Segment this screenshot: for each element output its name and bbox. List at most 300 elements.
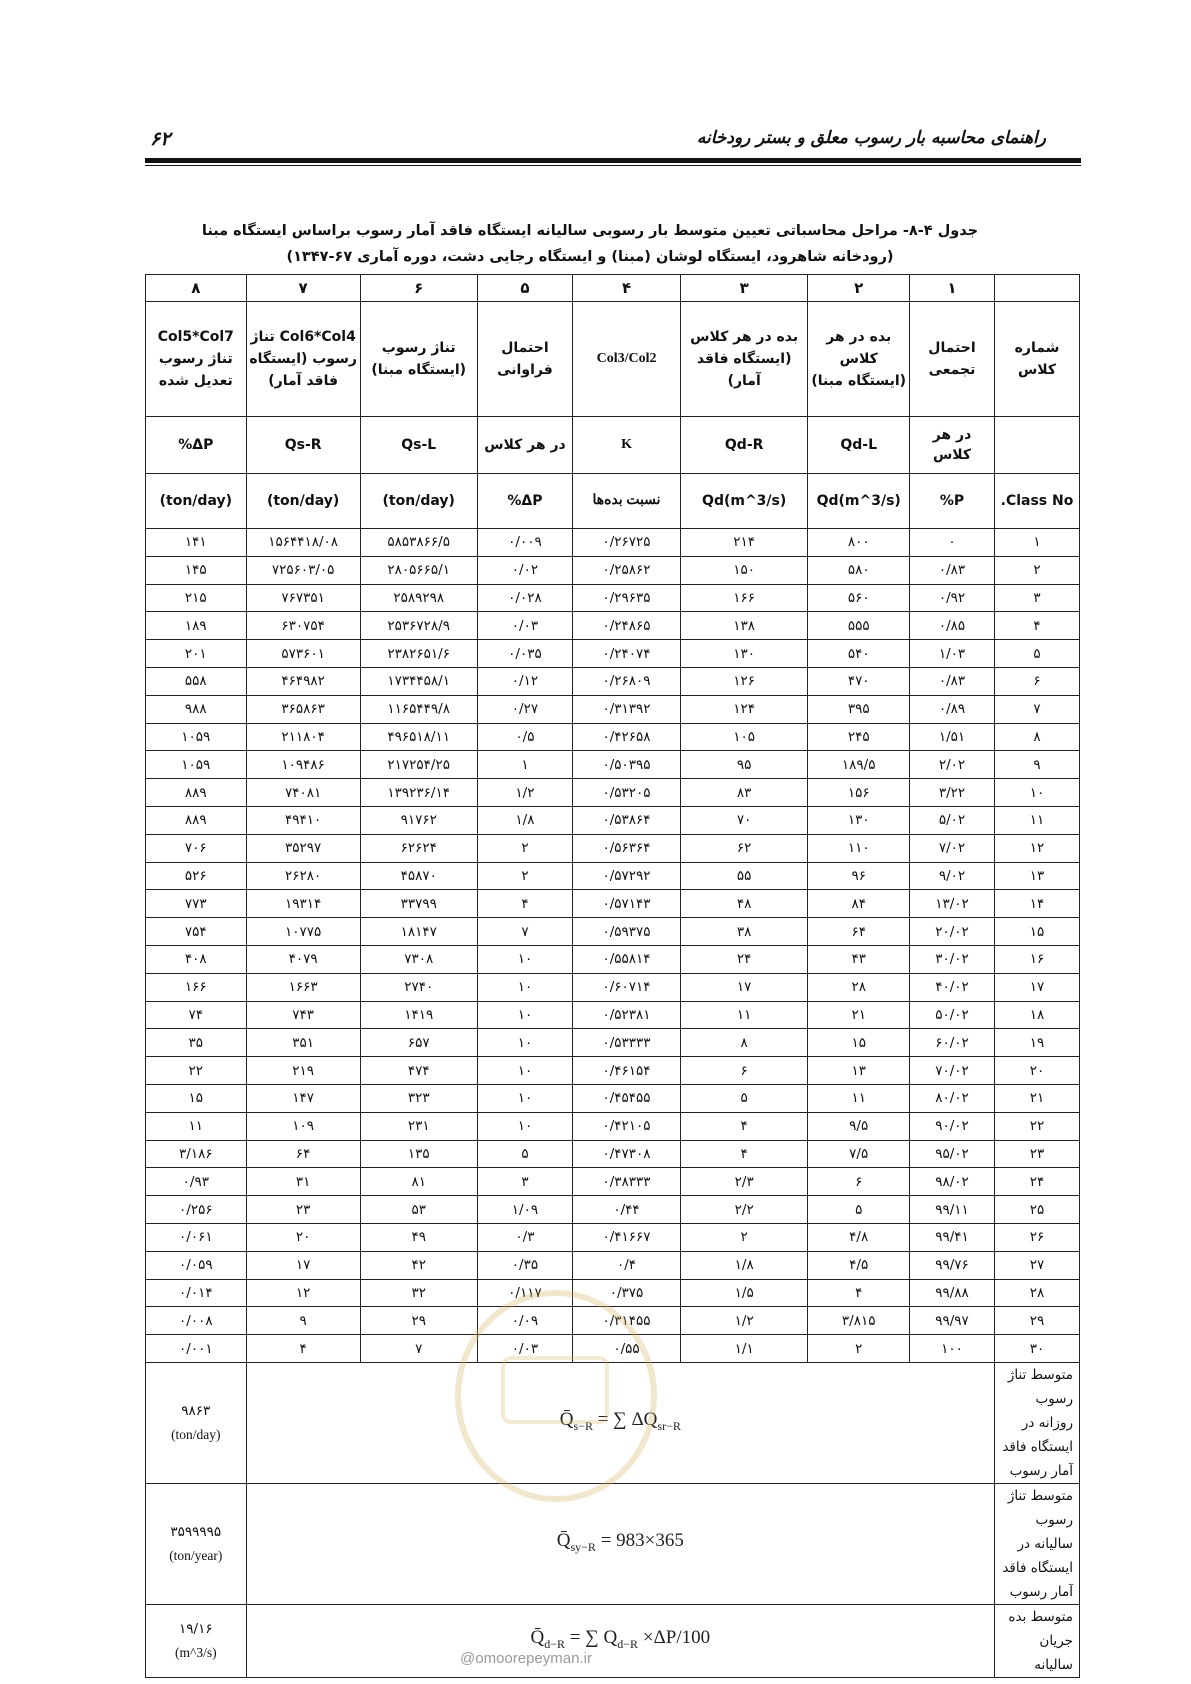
- table-row-cell: ۵: [808, 1196, 910, 1224]
- table-row-cell: ۴: [808, 1279, 910, 1307]
- table-row-cell: ۷۵۴: [146, 918, 247, 946]
- table-row-cell: ۹۹/۹۷: [910, 1307, 995, 1335]
- table-row-cell: ۷۷۳: [146, 890, 247, 918]
- table-row-cell: ۰/۰۳۵: [477, 640, 572, 668]
- table-row-cell: ۱۱: [808, 1084, 910, 1112]
- summary-label: متوسط تناژ رسوب سالیانه در ایستگاه فاقد آمار رسوب: [995, 1483, 1080, 1604]
- header-row-symbols-cell: ΔP%: [146, 417, 247, 474]
- header-row-titles-cell: احتمال فراوانی: [477, 302, 572, 417]
- table-row-cell: ۶۲: [680, 834, 808, 862]
- header-row-titles-cell: احتمال تجمعی: [910, 302, 995, 417]
- caption-line-2: (رودخانه شاهرود، ایستگاه لوشان (مبنا) و ایستگاه رجایی دشت، دوره آماری ۶۷-۱۳۴۷): [286, 249, 894, 265]
- summary-row: [146, 1483, 1080, 1604]
- table-row-cell: ۰/۰۹: [477, 1307, 572, 1335]
- table-row-cell: ۸۸۹: [146, 806, 247, 834]
- table-row-cell: ۲/۲: [680, 1196, 808, 1224]
- table-row-cell: ۵۵۵: [808, 612, 910, 640]
- table-row-cell: ۹/۰۲: [910, 862, 995, 890]
- table-row-cell: ۱۷: [246, 1251, 360, 1279]
- table-row: [146, 779, 1080, 807]
- table-row-cell: ۹: [246, 1307, 360, 1335]
- table-row-cell: ۸۳: [680, 779, 808, 807]
- column-number-row-cell: ۳: [680, 275, 808, 302]
- table-row-cell: ۱۲۶: [680, 667, 808, 695]
- table-row-cell: ۷: [995, 695, 1080, 723]
- table-row-cell: ۰/۳۱۴۵۵: [573, 1307, 681, 1335]
- table-row-cell: ۰/۰۳: [477, 612, 572, 640]
- table-row-cell: ۰/۲۵۸۶۲: [573, 556, 681, 584]
- table-row-cell: ۸۴: [808, 890, 910, 918]
- table-row-cell: ۰/۴۲۶۵۸: [573, 723, 681, 751]
- table-row-cell: ۱۷: [680, 973, 808, 1001]
- table-row-cell: ۲۷: [995, 1251, 1080, 1279]
- table-row-cell: ۱/۵: [680, 1279, 808, 1307]
- table-row-cell: ۱/۲: [680, 1307, 808, 1335]
- table-row-cell: ۱۶۶: [680, 584, 808, 612]
- table-row-cell: ۱۰۰: [910, 1335, 995, 1363]
- table-row-cell: ۰/۳۸۳۳۳: [573, 1168, 681, 1196]
- table-row-cell: ۵۸۵۳۸۶۶/۵: [360, 529, 477, 557]
- column-number-row: [146, 275, 1080, 302]
- summary-value: [146, 1483, 247, 1604]
- sediment-table: [145, 274, 1080, 1678]
- table-row-cell: ۴۳: [808, 945, 910, 973]
- table-row-cell: ۲: [477, 862, 572, 890]
- table-row-cell: ۷۰: [680, 806, 808, 834]
- table-row-cell: ۴۹۴۱۰: [246, 806, 360, 834]
- table-row-cell: ۱۶: [995, 945, 1080, 973]
- table-row-cell: ۰/۵۹۳۷۵: [573, 918, 681, 946]
- table-caption: [160, 218, 1020, 270]
- table-row-cell: ۱۱: [146, 1112, 247, 1140]
- table-row-cell: ۷۲۵۶۰۳/۰۵: [246, 556, 360, 584]
- table-row-cell: ۰/۰۰۱: [146, 1335, 247, 1363]
- table-row-cell: ۵/۰۲: [910, 806, 995, 834]
- table-row-cell: ۴/۸: [808, 1223, 910, 1251]
- column-number-row-cell: ۵: [477, 275, 572, 302]
- header-row-symbols-cell: Qs-R: [246, 417, 360, 474]
- table-row-cell: ۰/۲۴۸۶۵: [573, 612, 681, 640]
- table-row-cell: ۹۵/۰۲: [910, 1140, 995, 1168]
- summary-row: [146, 1604, 1080, 1677]
- table-row-cell: ۲۳: [995, 1140, 1080, 1168]
- column-number-row-cell: [995, 275, 1080, 302]
- table-row-cell: ۰/۵۳۲۰۵: [573, 779, 681, 807]
- table-row-cell: ۴۰/۰۲: [910, 973, 995, 1001]
- table-row-cell: ۱۰: [477, 973, 572, 1001]
- header-row-titles-cell: Col3/Col2: [573, 302, 681, 417]
- formula-body: = ∑ ΔQ: [592, 1409, 658, 1430]
- table-row-cell: ۲۶۲۸۰: [246, 862, 360, 890]
- table-row-cell: ۱۳۸: [680, 612, 808, 640]
- table-row-cell: ۱/۵۱: [910, 723, 995, 751]
- table-row-cell: ۸۸۹: [146, 779, 247, 807]
- table-row-cell: ۹۸/۰۲: [910, 1168, 995, 1196]
- table-row: [146, 1279, 1080, 1307]
- formula-symbol: Q̄: [530, 1627, 545, 1648]
- table-row-cell: ۲۴: [995, 1168, 1080, 1196]
- table-row-cell: ۲۵۳۶۷۲۸/۹: [360, 612, 477, 640]
- table-row-cell: ۲۲: [995, 1112, 1080, 1140]
- table-row-cell: ۶۵۷: [360, 1029, 477, 1057]
- table-row-cell: ۱۰: [477, 1112, 572, 1140]
- header-row-symbols-cell: Qs-L: [360, 417, 477, 474]
- table-row-cell: ۱۲: [995, 834, 1080, 862]
- table-row-cell: ۱۵۶: [808, 779, 910, 807]
- table-row-cell: ۹۰/۰۲: [910, 1112, 995, 1140]
- table-row-cell: ۱۶۶۳: [246, 973, 360, 1001]
- table-row: [146, 1223, 1080, 1251]
- table-row-cell: ۵۶۰: [808, 584, 910, 612]
- table-row-cell: ۰/۵۳۸۶۴: [573, 806, 681, 834]
- table-row-cell: ۵۰/۰۲: [910, 1001, 995, 1029]
- table-row-cell: ۵: [477, 1140, 572, 1168]
- table-row-cell: ۱۳۹۲۳۶/۱۴: [360, 779, 477, 807]
- table-row-cell: ۷۶۷۳۵۱: [246, 584, 360, 612]
- table-row-cell: ۶۲۶۲۴: [360, 834, 477, 862]
- summary-label: متوسط تناژ رسوب روزانه در ایستگاه فاقد آمار رسوب: [995, 1362, 1080, 1483]
- formula-symbol: Q̄: [559, 1409, 574, 1430]
- table-row-cell: ۱۳: [995, 862, 1080, 890]
- table-row-cell: ۱۹۳۱۴: [246, 890, 360, 918]
- header-row-symbols: [146, 417, 1080, 474]
- table-row-cell: ۲۴: [680, 945, 808, 973]
- table-row-cell: ۱۳۵: [360, 1140, 477, 1168]
- table-row-cell: ۲۱: [808, 1001, 910, 1029]
- table-row-cell: ۴۰۸: [146, 945, 247, 973]
- table-row-cell: ۲: [995, 556, 1080, 584]
- table-row-cell: ۱۰: [477, 1084, 572, 1112]
- formula-subscript: s−R: [573, 1418, 593, 1433]
- formula-body-subscript: sr−R: [657, 1418, 681, 1433]
- page-number: ۶۲: [150, 128, 171, 150]
- running-title: راهنمای محاسبه بار رسوب معلق و بستر رودخانه: [696, 128, 1046, 148]
- header-row-titles-cell: تناژ رسوب (ایستگاه مبنا): [360, 302, 477, 417]
- table-row-cell: ۴/۵: [808, 1251, 910, 1279]
- table-row-cell: ۲۸: [995, 1279, 1080, 1307]
- table-row-cell: ۰/۵۷۲۹۲: [573, 862, 681, 890]
- table-row-cell: ۱۳: [808, 1057, 910, 1085]
- table-row-cell: ۱۲: [246, 1279, 360, 1307]
- table-row-cell: ۰: [910, 529, 995, 557]
- table-row-cell: ۲۱۷۲۵۴/۲۵: [360, 751, 477, 779]
- table-row-cell: ۲۱۵: [146, 584, 247, 612]
- table-row-cell: ۵۵۸: [146, 667, 247, 695]
- table-row-cell: ۷: [360, 1335, 477, 1363]
- table-row: [146, 1112, 1080, 1140]
- table-row-cell: ۰/۵۰۳۹۵: [573, 751, 681, 779]
- table-row-cell: ۰/۵۷۱۴۳: [573, 890, 681, 918]
- table-row-cell: ۱۸۱۴۷: [360, 918, 477, 946]
- header-row-titles-cell: Col6*Col4 تناژ رسوب (ایستگاه فاقد آمار): [246, 302, 360, 417]
- table-row-cell: ۱۳۰: [680, 640, 808, 668]
- table-row-cell: ۵۵: [680, 862, 808, 890]
- table-row-cell: ۴۷۴: [360, 1057, 477, 1085]
- table-row-cell: ۴۶۴۹۸۲: [246, 667, 360, 695]
- table-row-cell: ۶۰/۰۲: [910, 1029, 995, 1057]
- table-row-cell: ۱۴۱۹: [360, 1001, 477, 1029]
- table-row-cell: ۰/۵۳۳۳۳: [573, 1029, 681, 1057]
- table-row-cell: ۰/۴۲۱۰۵: [573, 1112, 681, 1140]
- table-row-cell: ۰/۴۴: [573, 1196, 681, 1224]
- table-row-cell: ۴۲: [360, 1251, 477, 1279]
- header-row-titles: [146, 302, 1080, 417]
- table-row-cell: ۱۰: [477, 1001, 572, 1029]
- table-row-cell: ۳۸: [680, 918, 808, 946]
- table-row-cell: ۱۴۷: [246, 1084, 360, 1112]
- header-row-units-cell: نسبت بده‌ها: [573, 474, 681, 529]
- table-row-cell: ۳: [477, 1168, 572, 1196]
- table-row: [146, 723, 1080, 751]
- table-row: [146, 945, 1080, 973]
- summary-row: [146, 1362, 1080, 1483]
- table-row: [146, 751, 1080, 779]
- table-row-cell: ۰/۲۷: [477, 695, 572, 723]
- table-row-cell: ۴: [680, 1140, 808, 1168]
- table-row-cell: ۷۴: [146, 1001, 247, 1029]
- table-row: [146, 695, 1080, 723]
- table-row-cell: ۰/۸۹: [910, 695, 995, 723]
- table-row-cell: ۱۷۳۴۴۵۸/۱: [360, 667, 477, 695]
- table-row-cell: ۹/۵: [808, 1112, 910, 1140]
- header-row-symbols-cell: در هر کلاس: [910, 417, 995, 474]
- table-row-cell: ۲۵۸۹۲۹۸: [360, 584, 477, 612]
- table-row-cell: ۳۱: [246, 1168, 360, 1196]
- table-row-cell: ۰/۴۶۱۵۴: [573, 1057, 681, 1085]
- table-row-cell: ۱۰: [477, 1057, 572, 1085]
- table-row-cell: ۴: [680, 1112, 808, 1140]
- table-row-cell: ۷۴۳: [246, 1001, 360, 1029]
- table-row-cell: ۰/۸۳: [910, 667, 995, 695]
- table-row-cell: ۸: [680, 1029, 808, 1057]
- table-row-cell: ۱۵: [995, 918, 1080, 946]
- formula-subscript: sy−R: [570, 1539, 596, 1554]
- table-row-cell: ۴: [477, 890, 572, 918]
- table-row: [146, 1084, 1080, 1112]
- header-row-units-cell: Qd(m^3/s): [808, 474, 910, 529]
- table-row-cell: ۳۰/۰۲: [910, 945, 995, 973]
- table-row-cell: ۱۲۴: [680, 695, 808, 723]
- table-row-cell: ۰/۳۵: [477, 1251, 572, 1279]
- header-row-units-cell: (ton/day): [246, 474, 360, 529]
- table-row-cell: ۰/۰۵۹: [146, 1251, 247, 1279]
- table-row-cell: ۹۹/۷۶: [910, 1251, 995, 1279]
- table-row-cell: ۰/۰۲۸: [477, 584, 572, 612]
- table-row-cell: ۳۲: [360, 1279, 477, 1307]
- table-row-cell: ۲۳۸۲۶۵۱/۶: [360, 640, 477, 668]
- header-row-units-cell: P%: [910, 474, 995, 529]
- table-row-cell: ۰/۸۳: [910, 556, 995, 584]
- formula-tail: ×ΔP/100: [638, 1627, 711, 1648]
- table-row-cell: ۳۵۱: [246, 1029, 360, 1057]
- table-row-cell: ۲۷۴۰: [360, 973, 477, 1001]
- table-row-cell: ۳/۸۱۵: [808, 1307, 910, 1335]
- table-row: [146, 1057, 1080, 1085]
- table-row-cell: ۲/۰۲: [910, 751, 995, 779]
- header-row-titles-cell: بده در هر کلاس (ایستگاه مبنا): [808, 302, 910, 417]
- table-row-cell: ۲۴۵: [808, 723, 910, 751]
- table-row: [146, 834, 1080, 862]
- table-row-cell: ۲۱۹: [246, 1057, 360, 1085]
- table-row-cell: ۰/۲۵۶: [146, 1196, 247, 1224]
- table-row-cell: ۶۴: [808, 918, 910, 946]
- header-row-units: [146, 474, 1080, 529]
- table-row-cell: ۷۴۰۸۱: [246, 779, 360, 807]
- table-row-cell: ۹۹/۸۸: [910, 1279, 995, 1307]
- table-row-cell: ۱۰۵۹: [146, 723, 247, 751]
- summary-number: ۱۹/۱۶: [179, 1620, 213, 1637]
- table-row-cell: ۳۳۷۹۹: [360, 890, 477, 918]
- column-number-row-cell: ۷: [246, 275, 360, 302]
- table-row-cell: ۱۰: [995, 779, 1080, 807]
- table-row-cell: ۰/۲۴۰۷۴: [573, 640, 681, 668]
- table-row-cell: ۱۰۷۷۵: [246, 918, 360, 946]
- table-row-cell: ۵۳: [360, 1196, 477, 1224]
- table-row-cell: ۲: [808, 1335, 910, 1363]
- header-row-titles-cell: شماره کلاس: [995, 302, 1080, 417]
- table-row-cell: ۲۱۱۸۰۴: [246, 723, 360, 751]
- summary-formula: [246, 1483, 994, 1604]
- table-row-cell: ۶: [995, 667, 1080, 695]
- table-row-cell: ۴۹: [360, 1223, 477, 1251]
- table-row-cell: ۷۰/۰۲: [910, 1057, 995, 1085]
- table-row-cell: ۰/۰۰۸: [146, 1307, 247, 1335]
- header-row-units-cell: Qd(m^3/s): [680, 474, 808, 529]
- table-row-cell: ۰/۰۳: [477, 1335, 572, 1363]
- table-row-cell: ۰/۰۶۱: [146, 1223, 247, 1251]
- table-row-cell: ۵: [680, 1084, 808, 1112]
- table-row-cell: ۰/۱۱۷: [477, 1279, 572, 1307]
- caption-line-1: جدول ۴-۸- مراحل محاسباتی تعیین متوسط بار رسوبی سالیانه ایستگاه فاقد آمار رسوب براساس ایستگاه مبنا: [201, 223, 979, 239]
- table-row-cell: ۷/۵: [808, 1140, 910, 1168]
- table-row-cell: ۹۱۷۶۲: [360, 806, 477, 834]
- table-row-cell: ۶۴: [246, 1140, 360, 1168]
- formula-body: = ∑ Q: [565, 1627, 618, 1648]
- table-row-cell: ۱/۱: [680, 1335, 808, 1363]
- table-row-cell: ۶۳۰۷۵۴: [246, 612, 360, 640]
- table-row-cell: ۵۸۰: [808, 556, 910, 584]
- table-row-cell: ۱۰: [477, 945, 572, 973]
- table-row-cell: ۹۸۸: [146, 695, 247, 723]
- formula-subscript: d−R: [544, 1636, 566, 1651]
- summary-number: ۹۸۶۳: [181, 1402, 211, 1419]
- table-row-cell: ۱۰۹۴۸۶: [246, 751, 360, 779]
- table-row: [146, 806, 1080, 834]
- table-row-cell: ۲۰/۰۲: [910, 918, 995, 946]
- summary-unit: (m^3/s): [175, 1644, 217, 1660]
- table-row-cell: ۵۲۶: [146, 862, 247, 890]
- table-row: [146, 640, 1080, 668]
- table-row-cell: ۱۷: [995, 973, 1080, 1001]
- table-row-cell: ۱۰۵۹: [146, 751, 247, 779]
- table-row-cell: ۰/۵۶۳۶۴: [573, 834, 681, 862]
- table-row-cell: ۱۱: [680, 1001, 808, 1029]
- table-row-cell: ۱۸۹: [146, 612, 247, 640]
- table-row: [146, 1140, 1080, 1168]
- table-row-cell: ۲۹: [995, 1307, 1080, 1335]
- table-row-cell: ۰/۴۵۴۵۵: [573, 1084, 681, 1112]
- header-row-units-cell: ΔP%: [477, 474, 572, 529]
- table-row-cell: ۰/۴۱۶۶۷: [573, 1223, 681, 1251]
- table-row-cell: ۱۳۰: [808, 806, 910, 834]
- table-row-cell: ۴: [995, 612, 1080, 640]
- table-row-cell: ۱۵۶۴۴۱۸/۰۸: [246, 529, 360, 557]
- table-row-cell: ۳۰: [995, 1335, 1080, 1363]
- table-row-cell: ۰/۰۱۴: [146, 1279, 247, 1307]
- table-row-cell: ۲۲: [146, 1057, 247, 1085]
- table-row-cell: ۳۵: [146, 1029, 247, 1057]
- table-row-cell: ۲۸۰۵۶۶۵/۱: [360, 556, 477, 584]
- table-row-cell: ۱۸: [995, 1001, 1080, 1029]
- table-row-cell: ۵۴۰: [808, 640, 910, 668]
- table-row-cell: ۱/۰۳: [910, 640, 995, 668]
- formula-body-subscript: d−R: [617, 1636, 639, 1651]
- table-row-cell: ۲۰: [995, 1057, 1080, 1085]
- summary-formula: [246, 1604, 994, 1677]
- table-row: [146, 584, 1080, 612]
- table-row-cell: ۱۴۵: [146, 556, 247, 584]
- table-row-cell: ۲۹: [360, 1307, 477, 1335]
- table-row-cell: ۲: [680, 1223, 808, 1251]
- table-row-cell: ۱۳/۰۲: [910, 890, 995, 918]
- table-row-cell: ۲: [477, 834, 572, 862]
- table-row-cell: ۱/۰۹: [477, 1196, 572, 1224]
- table-row-cell: ۹۹/۱۱: [910, 1196, 995, 1224]
- header-row-titles-cell: بده در هر کلاس (ایستگاه فاقد آمار): [680, 302, 808, 417]
- header-row-symbols-cell: در هر کلاس: [477, 417, 572, 474]
- table-row-cell: ۱۴۱: [146, 529, 247, 557]
- table-row-cell: ۱/۸: [477, 806, 572, 834]
- table-row-cell: ۳۲۳: [360, 1084, 477, 1112]
- table-row-cell: ۸۰۰: [808, 529, 910, 557]
- column-number-row-cell: ۴: [573, 275, 681, 302]
- table-row-cell: ۱: [995, 529, 1080, 557]
- table-row-cell: ۴۰۷۹: [246, 945, 360, 973]
- header-rule-thin: [145, 165, 1081, 166]
- table-row-cell: ۳۵۲۹۷: [246, 834, 360, 862]
- table-row-cell: ۶: [808, 1168, 910, 1196]
- summary-unit: (ton/year): [169, 1547, 223, 1563]
- formula-body: = 983×365: [595, 1530, 684, 1551]
- table-row-cell: ۴۸: [680, 890, 808, 918]
- table-row: [146, 1029, 1080, 1057]
- table-row-cell: ۱۵۰: [680, 556, 808, 584]
- table-row-cell: ۸۱: [360, 1168, 477, 1196]
- table-row-cell: ۱۱۶۵۴۴۹/۸: [360, 695, 477, 723]
- header-row-symbols-cell: [995, 417, 1080, 474]
- table-row: [146, 1001, 1080, 1029]
- header-row-titles-cell: Col5*Col7 تناژ رسوب تعدیل شده: [146, 302, 247, 417]
- table-row-cell: ۸۰/۰۲: [910, 1084, 995, 1112]
- table-row-cell: ۹۵: [680, 751, 808, 779]
- table-row-cell: ۱۹: [995, 1029, 1080, 1057]
- table-row-cell: ۲۶: [995, 1223, 1080, 1251]
- table-row: [146, 1168, 1080, 1196]
- table-row-cell: ۱۱۰: [808, 834, 910, 862]
- table-row-cell: ۰/۶۰۷۱۴: [573, 973, 681, 1001]
- table-row-cell: ۰/۳۷۵: [573, 1279, 681, 1307]
- table-row-cell: ۰/۴۷۳۰۸: [573, 1140, 681, 1168]
- table-row-cell: ۲۰: [246, 1223, 360, 1251]
- header-row-units-cell: (ton/day): [360, 474, 477, 529]
- header-row-units-cell: Class No.: [995, 474, 1080, 529]
- table-row-cell: ۰/۵: [477, 723, 572, 751]
- table-row-cell: ۱۸۹/۵: [808, 751, 910, 779]
- table-row: [146, 556, 1080, 584]
- table-row-cell: ۰/۹۳: [146, 1168, 247, 1196]
- table-row: [146, 1335, 1080, 1363]
- table-row-cell: ۱۰۵: [680, 723, 808, 751]
